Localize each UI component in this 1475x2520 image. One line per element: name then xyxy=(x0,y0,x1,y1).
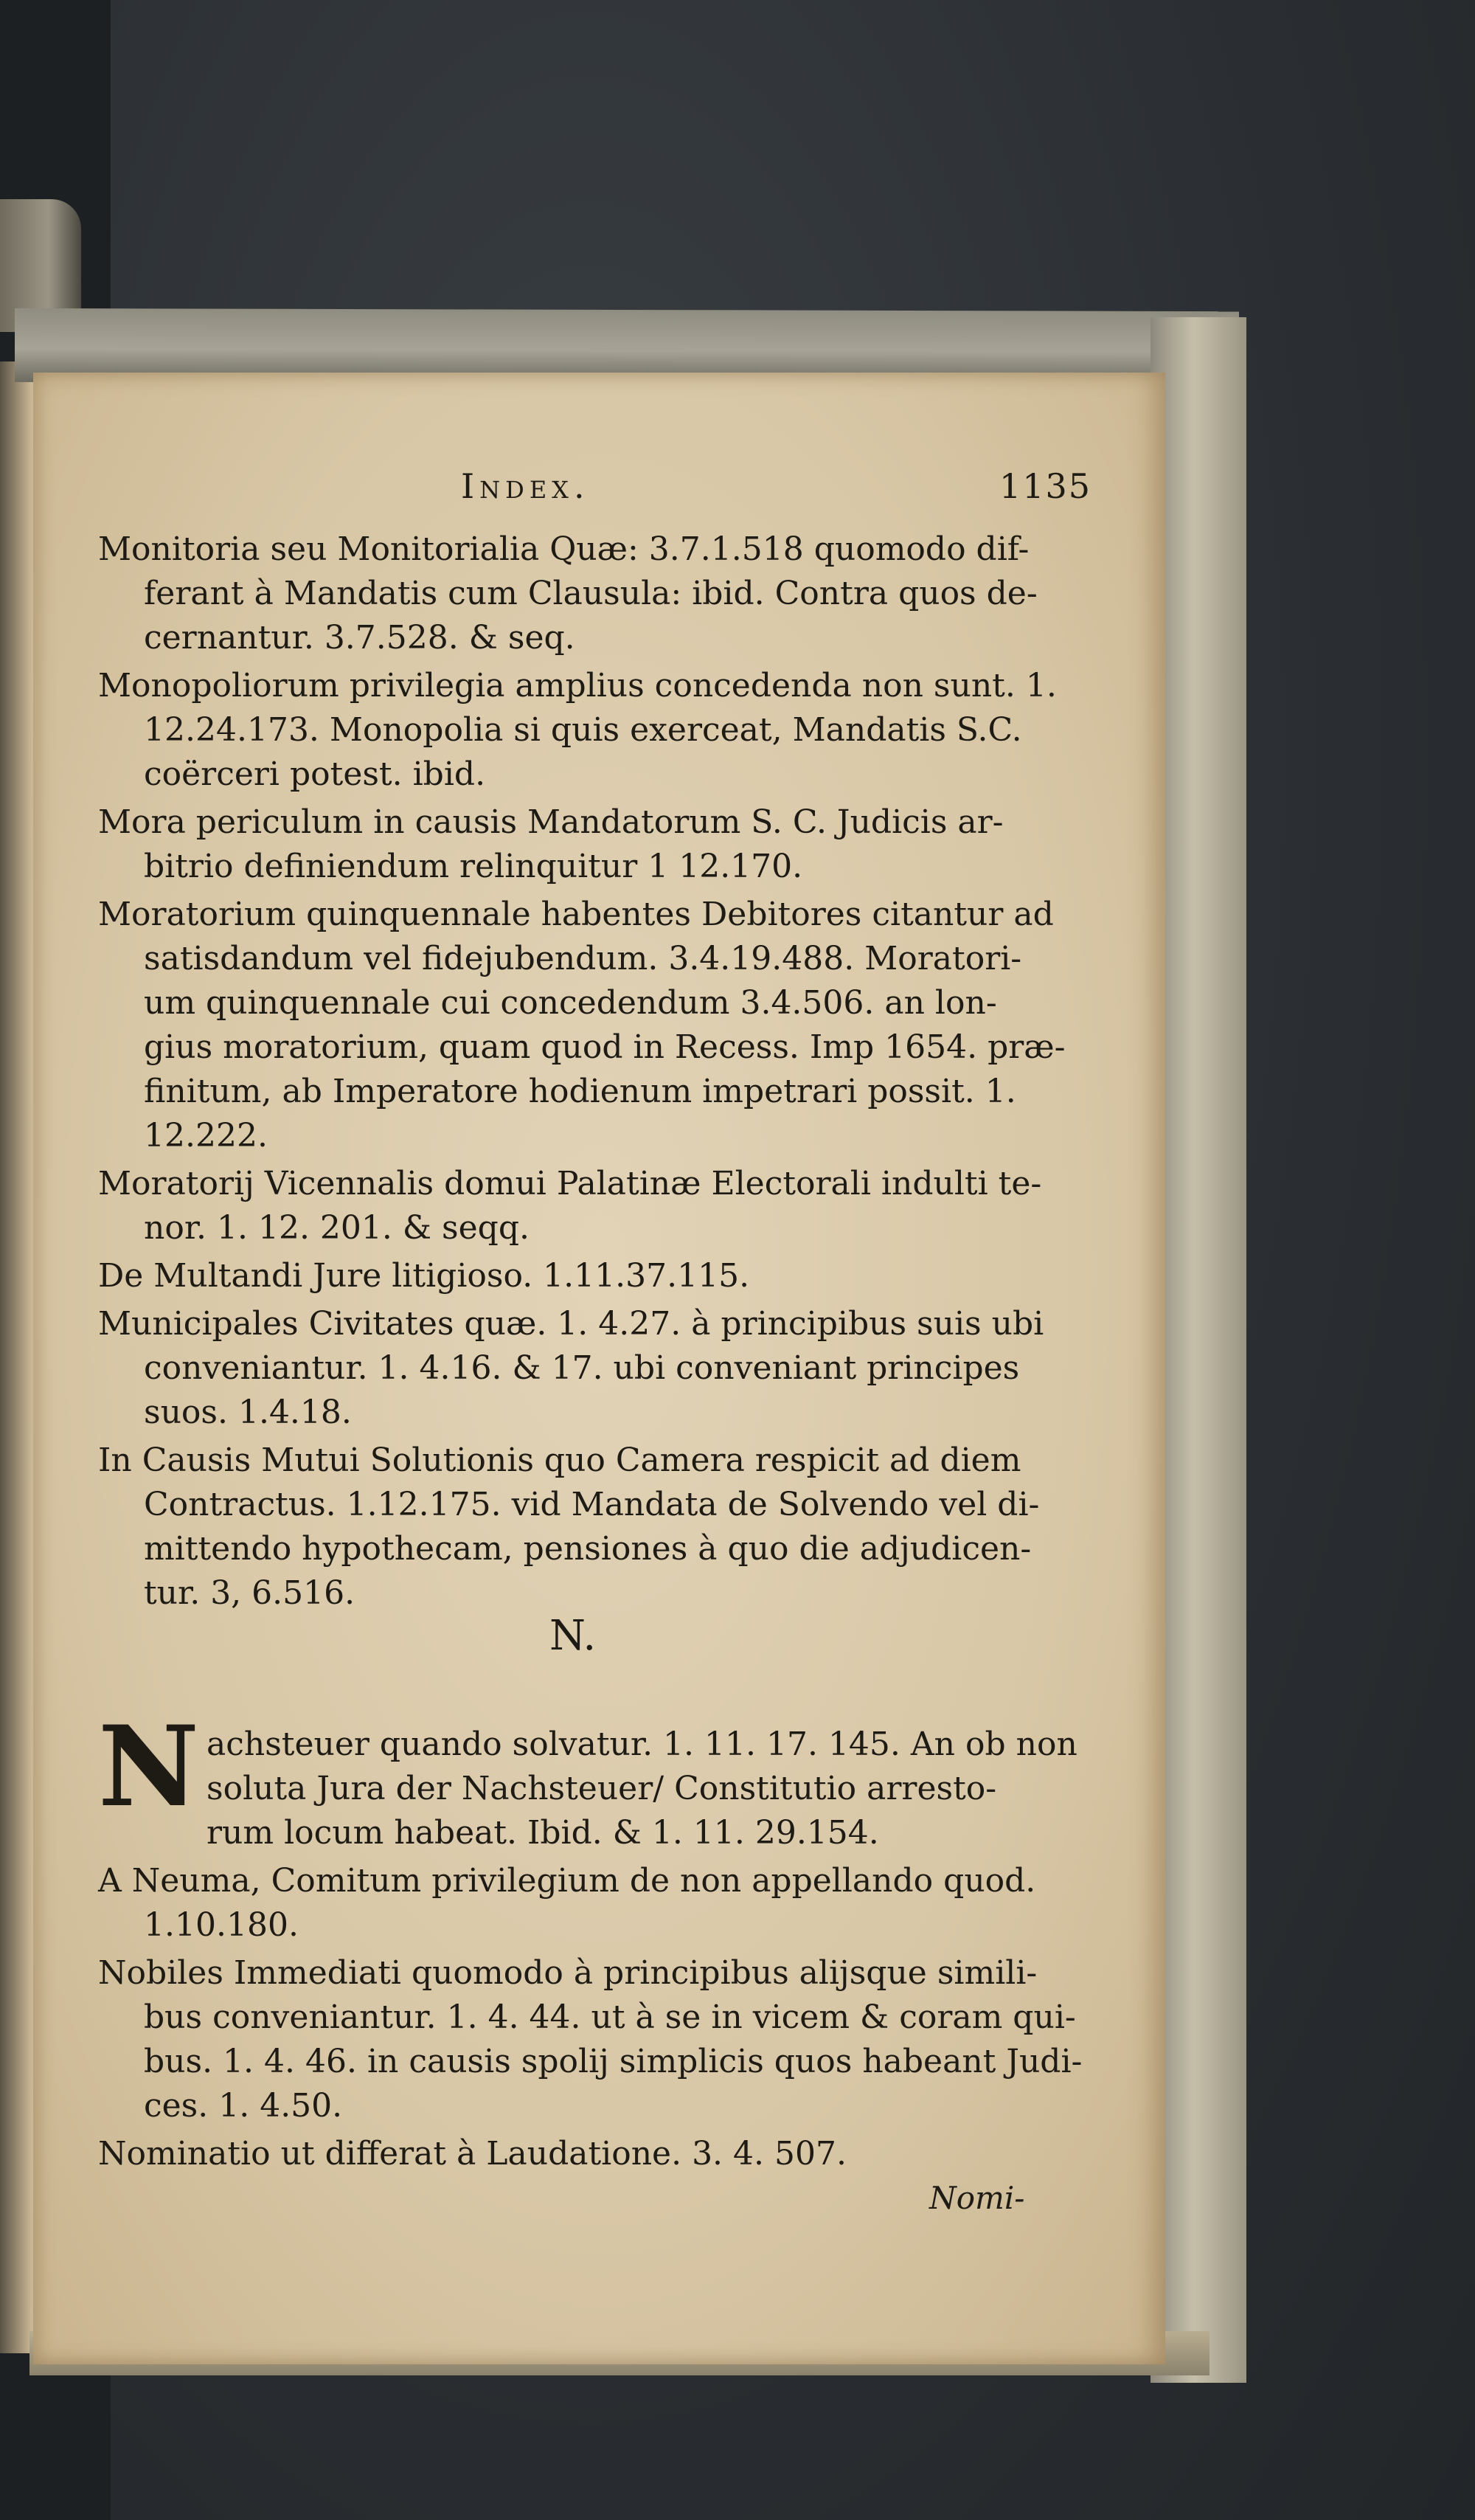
catchword: Nomi- xyxy=(929,2180,1025,2216)
index-line: 12.24.173. Monopolia si quis exerceat, Mandatis S.C. xyxy=(144,711,1022,749)
index-line: coërceri potest. ibid. xyxy=(144,755,486,793)
index-line: Mora periculum in causis Mandatorum S. C. Judicis ar- xyxy=(98,803,1004,841)
index-line: 12.222. xyxy=(144,1117,268,1155)
index-line: suos. 1.4.18. xyxy=(144,1394,352,1431)
section-heading: N. xyxy=(549,1612,597,1660)
index-line: ferant à Mandatis cum Clausula: ibid. Contra quos de- xyxy=(144,575,1038,612)
running-header: Index. xyxy=(461,466,590,506)
index-line: mittendo hypothecam, pensiones à quo die adjudicen- xyxy=(144,1530,1032,1568)
index-line: soluta Jura der Nachsteuer/ Constitutio arresto- xyxy=(206,1770,997,1807)
index-line: Nominatio ut differat à Laudatione. 3. 4. 507. xyxy=(98,2135,847,2173)
index-line: Municipales Civitates quæ. 1. 4.27. à principibus suis ubi xyxy=(98,1305,1044,1343)
page-text xyxy=(33,373,1165,2364)
index-line: nor. 1. 12. 201. & seqq. xyxy=(144,1209,530,1247)
index-line: achsteuer quando solvatur. 1. 11. 17. 145. An ob non xyxy=(206,1725,1077,1763)
index-line: gius moratorium, quam quod in Recess. Imp 1654. præ- xyxy=(144,1028,1066,1066)
index-line: tur. 3, 6.516. xyxy=(144,1574,355,1612)
index-line: 1.10.180. xyxy=(144,1906,299,1944)
page-number: 1135 xyxy=(999,466,1092,506)
index-line: Monopoliorum privilegia amplius concedenda non sunt. 1. xyxy=(98,667,1057,705)
index-line: Contractus. 1.12.175. vid Mandata de Solvendo vel di- xyxy=(144,1486,1040,1523)
index-line: Monitoria seu Monitorialia Quæ: 3.7.1.518 quomodo dif- xyxy=(98,530,1030,568)
index-line: bus. 1. 4. 46. in causis spolij simplicis quos habeant Judi- xyxy=(144,2043,1083,2080)
index-line: um quinquennale cui concedendum 3.4.506. an lon- xyxy=(144,984,997,1022)
index-line: rum locum habeat. Ibid. & 1. 11. 29.154. xyxy=(206,1814,879,1852)
index-line: finitum, ab Imperatore hodienum impetrari possit. 1. xyxy=(144,1073,1016,1110)
index-line: De Multandi Jure litigioso. 1.11.37.115. xyxy=(98,1257,750,1295)
index-line: ces. 1. 4.50. xyxy=(144,2087,343,2125)
index-line: bus conveniantur. 1. 4. 44. ut à se in vicem & coram qui- xyxy=(144,1998,1076,2036)
index-line: Moratorij Vicennalis domui Palatinæ Electorali indulti te- xyxy=(98,1165,1042,1202)
index-line: cernantur. 3.7.528. & seq. xyxy=(144,619,575,657)
drop-cap: N xyxy=(98,1702,200,1832)
index-line: bitrio definiendum relinquitur 1 12.170. xyxy=(144,848,803,885)
index-line: Nobiles Immediati quomodo à principibus alijsque simili- xyxy=(98,1954,1038,1992)
index-line: conveniantur. 1. 4.16. & 17. ubi conveniant principes xyxy=(144,1349,1020,1387)
index-line: In Causis Mutui Solutionis quo Camera respicit ad diem xyxy=(98,1441,1021,1479)
index-line: satisdandum vel fidejubendum. 3.4.19.488. Moratori- xyxy=(144,940,1022,977)
index-line: Moratorium quinquennale habentes Debitores citantur ad xyxy=(98,896,1054,933)
index-line: A Neuma, Comitum privilegium de non appellando quod. xyxy=(98,1862,1036,1900)
book-page xyxy=(33,373,1165,2364)
